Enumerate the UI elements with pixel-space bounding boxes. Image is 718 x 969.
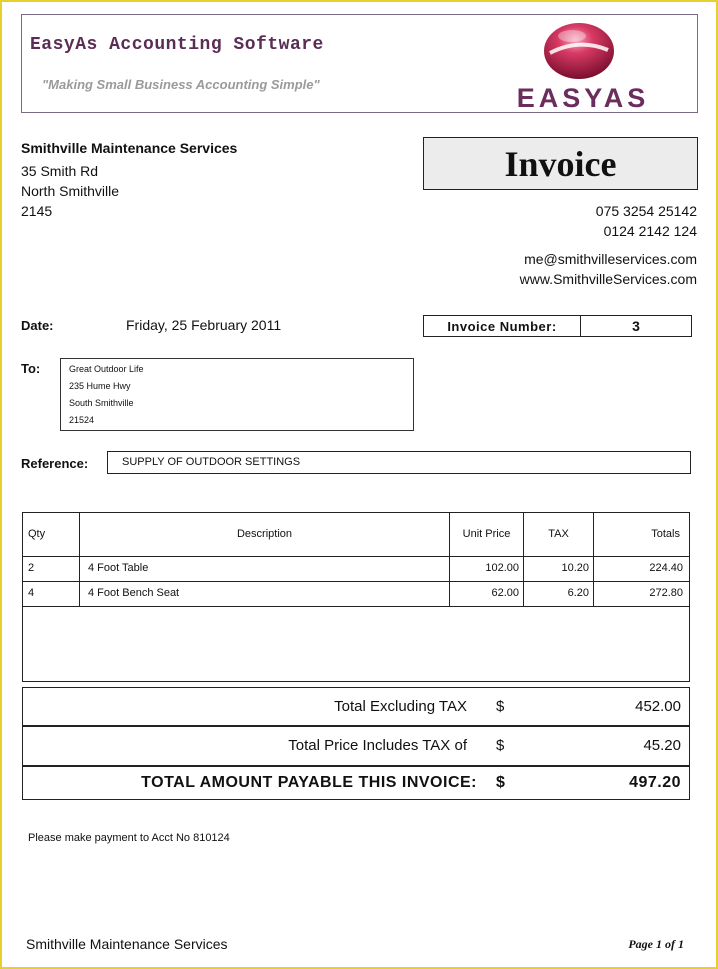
company-address-line-1: 35 Smith Rd [21,163,99,179]
invoice-title: Invoice [504,143,617,184]
footer-company: Smithville Maintenance Services [26,936,228,952]
recipient-name: Great Outdoor Life [69,364,144,374]
invoice-title-box [423,137,698,190]
logo-wordmark [474,84,692,110]
header-banner [21,14,698,113]
invoice-number-label: Invoice Number: [423,315,581,337]
row-2-description: 4 Foot Bench Seat [88,587,180,599]
total-excl-tax-currency: $ [496,698,505,715]
header-unit-price: Unit Price [462,528,511,540]
to-label: To: [21,361,41,376]
recipient-postcode: 21524 [69,415,95,425]
row-1-total: 224.40 [649,562,683,574]
row-2-tax: 6.20 [567,587,589,599]
total-tax-label: Total Price Includes TAX of [288,737,467,754]
header-tax: TAX [548,528,569,540]
date-value: Friday, 25 February 2011 [126,317,282,333]
items-table [22,512,690,682]
header-totals: Totals [651,528,680,540]
header-description: Description [236,528,293,540]
phone-2: 0124 2142 124 [603,223,697,239]
email-link[interactable]: me@smithvilleservices.com [524,251,697,267]
row-1-qty: 2 [28,562,35,574]
row-1-tax: 10.20 [561,562,589,574]
logo-sphere-icon [542,20,616,80]
website-link[interactable]: www.SmithvilleServices.com [519,271,697,287]
row-divider [23,556,689,557]
row-2-unit-price: 62.00 [491,587,519,599]
totals-divider [23,765,689,767]
header-qty: Qty [28,528,46,540]
total-payable-value: 497.20 [629,774,681,791]
col-divider [79,513,80,606]
row-1-unit-price: 102.00 [485,562,519,574]
company-address-line-2: North Smithville [21,183,120,199]
total-tax-value: 45.20 [643,737,681,754]
app-tagline: "Making Small Business Accounting Simple" [42,77,320,92]
reference-value: SUPPLY OF OUTDOOR SETTINGS [122,456,301,468]
payment-note: Please make payment to Acct No 810124 [28,832,230,844]
total-excl-tax-label: Total Excluding TAX [334,698,467,715]
recipient-street: 235 Hume Hwy [69,381,131,391]
date-label: Date: [21,318,54,333]
page-indicator: Page 1 of 1 [628,937,684,951]
logo-text: EASYAS [516,84,650,110]
recipient-suburb: South Smithville [69,398,134,408]
total-excl-tax-value: 452.00 [635,698,681,715]
recipient-box [60,358,414,431]
total-payable-label: TOTAL AMOUNT PAYABLE THIS INVOICE: [141,774,477,791]
total-payable-currency: $ [496,774,506,791]
invoice-number-value: 3 [580,315,692,337]
row-divider [23,606,689,607]
reference-label: Reference: [21,456,89,471]
company-name: Smithville Maintenance Services [21,140,238,156]
reference-box [107,451,691,474]
row-2-qty: 4 [28,587,35,599]
phone-1: 075 3254 25142 [595,203,697,219]
app-title: EasyAs Accounting Software [30,35,324,55]
row-1-description: 4 Foot Table [88,562,149,574]
row-2-total: 272.80 [649,587,683,599]
total-tax-currency: $ [496,737,505,754]
row-divider [23,581,689,582]
totals-divider [23,725,689,727]
company-postcode: 2145 [21,203,53,219]
totals-box [22,687,690,800]
